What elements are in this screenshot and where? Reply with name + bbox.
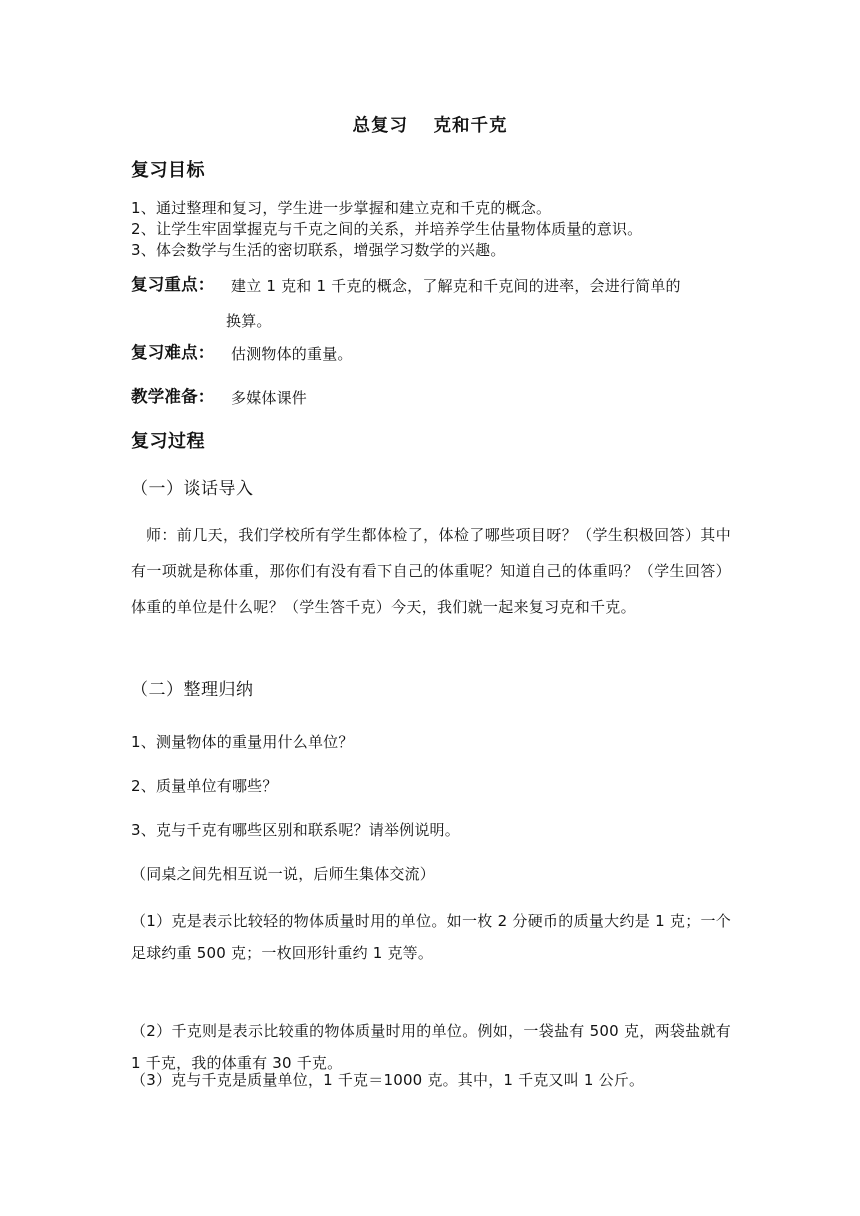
answer-item: （1）克是表示比较轻的物体质量时用的单位。如一枚 2 分硬币的质量大约是 1 克；一个足球约重 500 克；一枚回形针重约 1 克等。 [131, 912, 731, 962]
answer-item: （3）克与千克是质量单位，1 千克＝1000 克。其中，1 千克又叫 1 公斤。 [131, 1071, 645, 1089]
question-item: 2、质量单位有哪些？ [131, 777, 278, 795]
answer-item: （2）千克则是表示比较重的物体质量时用的单位。例如，一袋盐有 500 克，两袋盐就有 1 千克，我的体重有 30 千克。 [131, 1022, 731, 1072]
question-item: 3、克与千克有哪些区别和联系呢？请举例说明。 [131, 821, 460, 839]
preparation-label: 教学准备： [131, 387, 215, 406]
process-heading: 复习过程 [131, 431, 205, 452]
key-points-text: 建立 1 克和 1 千克的概念，了解克和千克间的进率，会进行简单的 [231, 277, 681, 295]
goals-heading: 复习目标 [131, 160, 205, 181]
key-points-text-continued: 换算。 [226, 312, 272, 330]
key-points-label: 复习重点： [131, 275, 215, 294]
document-title: 总复习 克和千克 [352, 116, 508, 136]
question-item: 1、测量物体的重量用什么单位？ [131, 733, 354, 751]
discussion-note: （同桌之间先相互说一说，后师生集体交流） [131, 865, 436, 883]
goal-item: 3、体会数学与生活的密切联系，增强学习数学的兴趣。 [131, 241, 506, 259]
goal-item: 1、通过整理和复习，学生进一步掌握和建立克和千克的概念。 [131, 199, 552, 217]
intro-paragraph: 师：前几天，我们学校所有学生都体检了，体检了哪些项目呀？（学生积极回答）其中有一项就是称体重，那你们有没有看下自己的体重呢？知道自己的体重吗？（学生回答）体重的单位是什么呢？（学生答千克）今天，我们就一起来复习克和千克。 [131, 526, 731, 616]
part2-heading: （二）整理归纳 [131, 680, 254, 700]
difficulty-text: 估测物体的重量。 [231, 345, 353, 363]
part1-heading: （一）谈话导入 [131, 479, 254, 499]
preparation-text: 多媒体课件 [231, 389, 308, 407]
goal-item: 2、让学生牢固掌握克与千克之间的关系，并培养学生估量物体质量的意识。 [131, 220, 643, 238]
difficulty-label: 复习难点： [131, 343, 215, 362]
